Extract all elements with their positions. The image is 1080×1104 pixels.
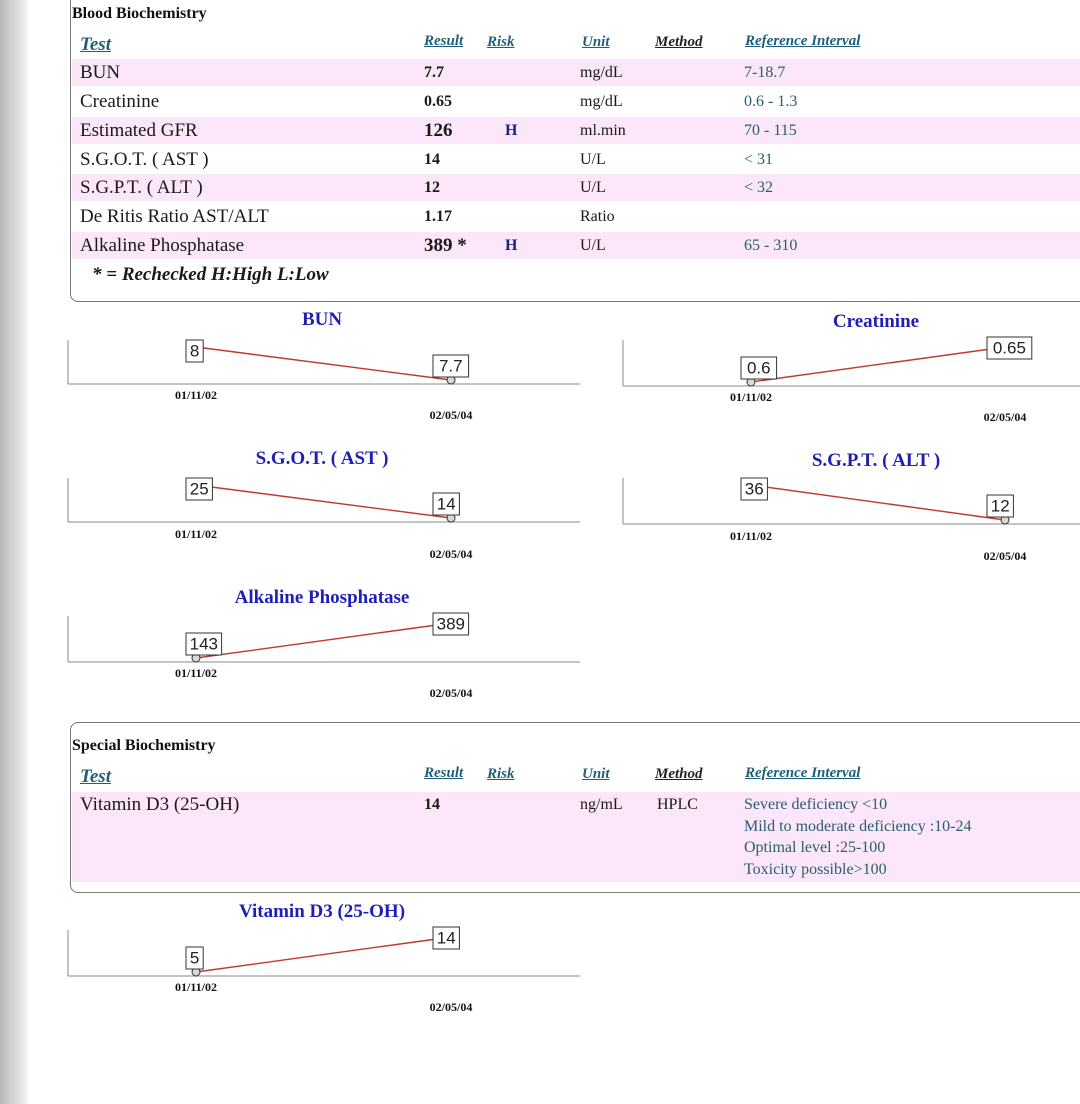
row-result: 1.17 xyxy=(424,208,452,225)
header-risk: Risk xyxy=(487,34,515,50)
row-result: 389 * xyxy=(424,235,467,256)
row-risk: H xyxy=(505,122,518,139)
value-label: 0.6 xyxy=(746,358,771,378)
row-reference: < 31 xyxy=(744,151,774,168)
row-result: 7.7 xyxy=(424,64,444,81)
row-test: Vitamin D3 (25-OH) xyxy=(80,794,240,815)
reference-line: Mild to moderate deficiency :10-24 xyxy=(744,817,972,835)
row-unit: U/L xyxy=(580,179,606,196)
value-label: 36 xyxy=(744,479,764,499)
chart-title: Alkaline Phosphatase xyxy=(234,587,410,608)
trend-line xyxy=(751,347,1005,382)
row-result: 126 xyxy=(424,120,453,141)
value-label: 143 xyxy=(189,634,218,654)
date-label: 01/11/02 xyxy=(174,388,218,402)
row-test: Creatinine xyxy=(80,91,160,112)
value-label: 25 xyxy=(189,479,209,499)
row-risk: H xyxy=(505,237,518,254)
header-result: Result xyxy=(424,33,464,49)
date-label: 01/11/02 xyxy=(729,529,773,543)
trend-line xyxy=(751,485,1005,520)
trend-line xyxy=(196,623,451,658)
row-test: De Ritis Ratio AST/ALT xyxy=(80,206,269,227)
date-label: 02/05/04 xyxy=(429,1000,473,1014)
value-label: 389 xyxy=(436,614,465,634)
value-label: 0.65 xyxy=(992,338,1026,358)
header-test: Test xyxy=(80,34,111,55)
value-label: 12 xyxy=(990,496,1010,516)
row-reference: 0.6 - 1.3 xyxy=(744,93,798,110)
value-label: 8 xyxy=(189,341,200,361)
chart-title: Vitamin D3 (25-OH) xyxy=(238,901,406,922)
row-method: HPLC xyxy=(657,796,698,813)
reference-line: Severe deficiency <10 xyxy=(744,796,888,813)
row-unit: mg/dL xyxy=(580,64,623,81)
row-result: 14 xyxy=(424,796,440,813)
header-test: Test xyxy=(80,766,111,787)
header-method: Method xyxy=(655,766,703,782)
row-test: BUN xyxy=(80,62,121,83)
section-title-special: Special Biochemistry xyxy=(72,737,216,754)
date-label: 01/11/02 xyxy=(174,980,218,994)
row-unit: Ratio xyxy=(580,208,615,225)
section-title-blood: Blood Biochemistry xyxy=(72,5,207,22)
trend-line xyxy=(196,347,451,380)
row-unit: U/L xyxy=(580,237,606,254)
date-label: 01/11/02 xyxy=(174,666,218,680)
trend-line xyxy=(196,937,451,972)
row-result: 12 xyxy=(424,179,440,196)
header-method: Method xyxy=(655,34,703,50)
header-unit: Unit xyxy=(582,766,610,782)
value-label: 14 xyxy=(436,494,456,514)
trend-line xyxy=(196,485,451,518)
reference-line: Toxicity possible>100 xyxy=(744,860,887,878)
date-label: 01/11/02 xyxy=(729,390,773,404)
row-reference: 70 - 115 xyxy=(744,122,797,139)
chart-title: S.G.P.T. ( ALT ) xyxy=(811,450,941,471)
date-label: 02/05/04 xyxy=(429,686,473,700)
row-test: S.G.P.T. ( ALT ) xyxy=(80,177,203,198)
date-label: 02/05/04 xyxy=(429,547,473,561)
row-reference: 7-18.7 xyxy=(744,64,786,81)
value-label: 14 xyxy=(436,928,456,948)
date-label: 02/05/04 xyxy=(983,549,1027,563)
header-reference: Reference Interval xyxy=(745,33,861,49)
row-result: 0.65 xyxy=(424,93,452,110)
header-result: Result xyxy=(424,765,464,781)
risk-legend: * = Rechecked H:High L:Low xyxy=(92,264,329,285)
row-unit: ng/mL xyxy=(580,796,623,813)
value-label: 7.7 xyxy=(438,356,463,376)
row-reference: 65 - 310 xyxy=(744,237,798,254)
header-risk: Risk xyxy=(487,766,515,782)
row-test: S.G.O.T. ( AST ) xyxy=(80,149,209,170)
date-label: 02/05/04 xyxy=(983,410,1027,424)
date-label: 02/05/04 xyxy=(429,408,473,422)
header-reference: Reference Interval xyxy=(745,765,861,781)
row-result: 14 xyxy=(424,151,440,168)
row-unit: U/L xyxy=(580,151,606,168)
chart-title: S.G.O.T. ( AST ) xyxy=(255,448,389,469)
date-label: 01/11/02 xyxy=(174,527,218,541)
row-reference: < 32 xyxy=(744,179,774,196)
row-test: Estimated GFR xyxy=(80,120,198,141)
row-unit: mg/dL xyxy=(580,93,623,110)
chart-title: BUN xyxy=(301,309,343,330)
row-unit: ml.min xyxy=(580,122,626,139)
value-label: 5 xyxy=(189,948,200,968)
header-unit: Unit xyxy=(582,34,610,50)
chart-title: Creatinine xyxy=(832,311,920,332)
row-test: Alkaline Phosphatase xyxy=(80,235,245,256)
reference-line: Optimal level :25-100 xyxy=(744,839,886,856)
